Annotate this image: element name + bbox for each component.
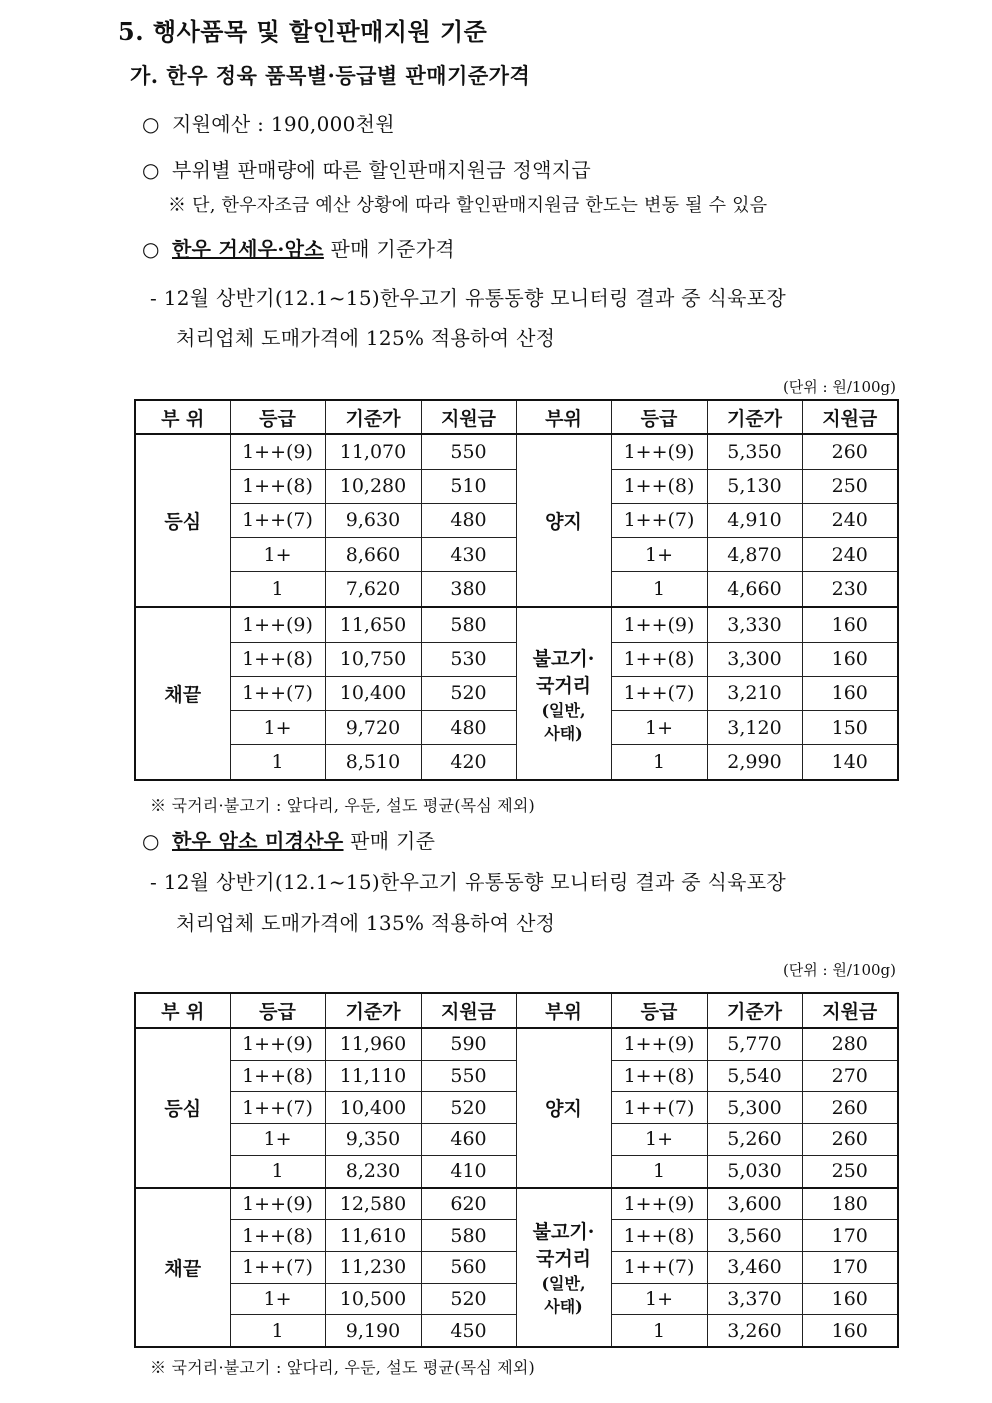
grade-cell: 1 xyxy=(230,1155,325,1187)
price-cell: 2,990 xyxy=(707,745,802,780)
subsidy-cell: 150 xyxy=(802,711,898,745)
grade-cell: 1+ xyxy=(230,538,325,572)
subsidy-cell: 550 xyxy=(421,1060,516,1092)
section1-desc-line1: - 12월 상반기(12.1~15)한우고기 유통동향 모니터링 결과 중 식육포장 xyxy=(150,286,787,310)
header-subsidy: 지원금 xyxy=(421,993,516,1028)
grade-cell: 1+ xyxy=(611,538,707,572)
grade-cell: 1 xyxy=(611,572,707,607)
grade-cell: 1 xyxy=(230,745,325,780)
price-cell: 3,330 xyxy=(707,607,802,642)
subsidy-cell: 280 xyxy=(802,1028,898,1060)
grade-cell: 1++(7) xyxy=(611,1251,707,1283)
price-cell: 3,600 xyxy=(707,1188,802,1220)
header-grade: 등급 xyxy=(611,993,707,1028)
section1-desc-line2: 처리업체 도매가격에 125% 적용하여 산정 xyxy=(176,326,556,350)
subsidy-cell: 620 xyxy=(421,1188,516,1220)
grade-cell: 1 xyxy=(611,1315,707,1347)
subsidy-cell: 260 xyxy=(802,1092,898,1124)
grade-cell: 1++(7) xyxy=(611,503,707,537)
price-cell: 5,300 xyxy=(707,1092,802,1124)
price-cell: 5,030 xyxy=(707,1155,802,1187)
price-cell: 11,650 xyxy=(325,607,421,642)
subsidy-cell: 160 xyxy=(802,1315,898,1347)
grade-cell: 1++(9) xyxy=(611,1188,707,1220)
subsidy-cell: 160 xyxy=(802,1283,898,1315)
price-cell: 11,610 xyxy=(325,1220,421,1252)
table2-group-chaekkeut-bulgogi xyxy=(135,1188,898,1348)
price-cell: 8,510 xyxy=(325,745,421,780)
price-cell: 5,260 xyxy=(707,1124,802,1156)
price-table-1 xyxy=(134,399,899,781)
price-cell: 3,560 xyxy=(707,1220,802,1252)
bulgogi-label-line3: (일반, xyxy=(541,1274,586,1294)
part-deungsim: 등심 xyxy=(135,434,230,607)
grade-cell: 1+ xyxy=(230,1124,325,1156)
price-cell: 3,260 xyxy=(707,1315,802,1347)
circle-bullet-icon: ○ xyxy=(142,829,160,853)
price-cell: 10,750 xyxy=(325,642,421,676)
subsidy-cell: 530 xyxy=(421,642,516,676)
subsidy-cell: 460 xyxy=(421,1124,516,1156)
subsidy-cell: 240 xyxy=(802,538,898,572)
header-part: 부 위 xyxy=(135,993,230,1028)
grade-cell: 1++(8) xyxy=(230,642,325,676)
section1-title-rest: 판매 기준가격 xyxy=(323,237,455,261)
price-cell: 10,400 xyxy=(325,676,421,710)
grade-cell: 1++(7) xyxy=(230,1251,325,1283)
price-cell: 11,110 xyxy=(325,1060,421,1092)
grade-cell: 1+ xyxy=(611,1124,707,1156)
price-cell: 3,210 xyxy=(707,676,802,710)
subsidy-cell: 230 xyxy=(802,572,898,607)
bulgogi-label-line4: 사태) xyxy=(544,1297,583,1317)
grade-cell: 1++(8) xyxy=(611,1220,707,1252)
grade-cell: 1+ xyxy=(611,1283,707,1315)
part-yangji: 양지 xyxy=(516,1028,611,1188)
grade-cell: 1++(8) xyxy=(611,469,707,503)
subsidy-cell: 550 xyxy=(421,434,516,469)
grade-cell: 1+ xyxy=(611,711,707,745)
grade-cell: 1++(7) xyxy=(230,1092,325,1124)
part-chaekkeut: 채끝 xyxy=(135,607,230,780)
table-row xyxy=(135,1188,898,1220)
subsidy-cell: 260 xyxy=(802,1124,898,1156)
header-subsidy: 지원금 xyxy=(802,993,898,1028)
subsidy-cell: 430 xyxy=(421,538,516,572)
grade-cell: 1++(9) xyxy=(230,434,325,469)
grade-cell: 1 xyxy=(230,1315,325,1347)
price-cell: 8,660 xyxy=(325,538,421,572)
header-subsidy: 지원금 xyxy=(421,400,516,434)
header-part: 부위 xyxy=(516,400,611,434)
price-cell: 9,630 xyxy=(325,503,421,537)
grade-cell: 1++(8) xyxy=(611,1060,707,1092)
circle-bullet-icon: ○ xyxy=(142,158,160,182)
subsidy-cell: 420 xyxy=(421,745,516,780)
header-base-price: 기준가 xyxy=(325,400,421,434)
price-cell: 4,910 xyxy=(707,503,802,537)
circle-bullet-icon: ○ xyxy=(142,112,160,136)
subsidy-cell: 510 xyxy=(421,469,516,503)
section-heading: 5. 행사품목 및 할인판매지원 기준 xyxy=(118,17,488,46)
header-part: 부 위 xyxy=(135,400,230,434)
price-table-2 xyxy=(134,992,899,1348)
price-cell: 4,660 xyxy=(707,572,802,607)
price-cell: 3,300 xyxy=(707,642,802,676)
price-cell: 5,770 xyxy=(707,1028,802,1060)
subsidy-cell: 260 xyxy=(802,434,898,469)
header-base-price: 기준가 xyxy=(707,993,802,1028)
part-deungsim: 등심 xyxy=(135,1028,230,1188)
subsidy-cell: 170 xyxy=(802,1220,898,1252)
table1-note: ※ 국거리·불고기 : 앞다리, 우둔, 설도 평균(목심 제외) xyxy=(150,796,535,815)
subsidy-cell: 250 xyxy=(802,1155,898,1187)
table-row xyxy=(135,1028,898,1060)
subsidy-cell: 520 xyxy=(421,676,516,710)
subsidy-cell: 560 xyxy=(421,1251,516,1283)
price-cell: 3,370 xyxy=(707,1283,802,1315)
support-note: ※ 단, 한우자조금 예산 상황에 따라 할인판매지원금 한도는 변동 될 수 있음 xyxy=(168,195,768,216)
price-cell: 9,350 xyxy=(325,1124,421,1156)
unit-label: (단위 : 원/100g) xyxy=(782,378,896,396)
unit-label: (단위 : 원/100g) xyxy=(782,961,896,979)
section1-title-underlined: 한우 거세우·암소 xyxy=(172,237,324,261)
grade-cell: 1 xyxy=(611,1155,707,1187)
subsidy-cell: 520 xyxy=(421,1092,516,1124)
support-item xyxy=(142,154,591,183)
price-cell: 4,870 xyxy=(707,538,802,572)
support-text: 부위별 판매량에 따른 할인판매지원금 정액지급 xyxy=(172,158,592,182)
bulgogi-label-line3: (일반, xyxy=(541,700,586,720)
section2-title xyxy=(142,825,435,854)
grade-cell: 1++(7) xyxy=(230,503,325,537)
bulgogi-label-line4: 사태) xyxy=(544,723,583,743)
grade-cell: 1+ xyxy=(230,1283,325,1315)
table2-note: ※ 국거리·불고기 : 앞다리, 우둔, 설도 평균(목심 제외) xyxy=(150,1358,535,1377)
section2-desc-line2: 처리업체 도매가격에 135% 적용하여 산정 xyxy=(176,911,556,935)
subsidy-cell: 480 xyxy=(421,711,516,745)
subsidy-cell: 160 xyxy=(802,607,898,642)
price-cell: 3,120 xyxy=(707,711,802,745)
section1-title xyxy=(142,233,455,262)
grade-cell: 1++(9) xyxy=(611,607,707,642)
header-grade: 등급 xyxy=(611,400,707,434)
bulgogi-label-line1: 불고기· xyxy=(532,1221,595,1244)
price-cell: 11,960 xyxy=(325,1028,421,1060)
grade-cell: 1++(8) xyxy=(230,1060,325,1092)
circle-bullet-icon: ○ xyxy=(142,237,160,261)
part-bulgogi-gukgeori xyxy=(516,607,611,780)
part-yangji: 양지 xyxy=(516,434,611,607)
subsidy-cell: 160 xyxy=(802,642,898,676)
subsidy-cell: 590 xyxy=(421,1028,516,1060)
price-cell: 12,580 xyxy=(325,1188,421,1220)
grade-cell: 1++(9) xyxy=(230,1188,325,1220)
part-chaekkeut: 채끝 xyxy=(135,1188,230,1348)
subsidy-cell: 170 xyxy=(802,1251,898,1283)
header-part: 부위 xyxy=(516,993,611,1028)
price-cell: 9,720 xyxy=(325,711,421,745)
price-cell: 7,620 xyxy=(325,572,421,607)
table-row xyxy=(135,607,898,642)
part-bulgogi-gukgeori xyxy=(516,1188,611,1348)
header-grade: 등급 xyxy=(230,400,325,434)
grade-cell: 1+ xyxy=(230,711,325,745)
subsidy-cell: 410 xyxy=(421,1155,516,1187)
grade-cell: 1++(7) xyxy=(230,676,325,710)
table-header-row xyxy=(135,993,898,1028)
grade-cell: 1++(7) xyxy=(611,1092,707,1124)
budget-text: 지원예산 : 190,000천원 xyxy=(172,112,395,136)
table2-group-deungsim-yangji xyxy=(135,1028,898,1188)
grade-cell: 1++(8) xyxy=(611,642,707,676)
grade-cell: 1 xyxy=(611,745,707,780)
subsidy-cell: 380 xyxy=(421,572,516,607)
header-subsidy: 지원금 xyxy=(802,400,898,434)
section2-title-underlined: 한우 암소 미경산우 xyxy=(172,829,344,853)
subsidy-cell: 450 xyxy=(421,1315,516,1347)
table1-group-deungsim-yangji xyxy=(135,434,898,607)
subsidy-cell: 580 xyxy=(421,1220,516,1252)
price-cell: 9,190 xyxy=(325,1315,421,1347)
grade-cell: 1++(8) xyxy=(230,1220,325,1252)
subsidy-cell: 580 xyxy=(421,607,516,642)
subsidy-cell: 160 xyxy=(802,676,898,710)
header-grade: 등급 xyxy=(230,993,325,1028)
bulgogi-label-line2: 국거리 xyxy=(535,674,592,697)
bulgogi-label-line2: 국거리 xyxy=(535,1248,592,1271)
grade-cell: 1++(7) xyxy=(611,676,707,710)
subsidy-cell: 480 xyxy=(421,503,516,537)
grade-cell: 1 xyxy=(230,572,325,607)
subsection-heading: 가. 한우 정육 품목별·등급별 판매기준가격 xyxy=(130,63,531,88)
price-cell: 10,500 xyxy=(325,1283,421,1315)
price-cell: 5,540 xyxy=(707,1060,802,1092)
price-cell: 8,230 xyxy=(325,1155,421,1187)
table-row xyxy=(135,434,898,469)
price-cell: 5,130 xyxy=(707,469,802,503)
grade-cell: 1++(8) xyxy=(230,469,325,503)
grade-cell: 1++(9) xyxy=(230,1028,325,1060)
subsidy-cell: 520 xyxy=(421,1283,516,1315)
bulgogi-label-line1: 불고기· xyxy=(532,647,595,670)
section2-title-rest: 판매 기준 xyxy=(343,829,436,853)
price-cell: 5,350 xyxy=(707,434,802,469)
grade-cell: 1++(9) xyxy=(611,1028,707,1060)
table1-group-chaekkeut-bulgogi xyxy=(135,607,898,780)
price-cell: 11,070 xyxy=(325,434,421,469)
subsidy-cell: 250 xyxy=(802,469,898,503)
subsidy-cell: 140 xyxy=(802,745,898,780)
price-cell: 3,460 xyxy=(707,1251,802,1283)
table-header-row xyxy=(135,400,898,434)
price-cell: 11,230 xyxy=(325,1251,421,1283)
grade-cell: 1++(9) xyxy=(611,434,707,469)
subsidy-cell: 240 xyxy=(802,503,898,537)
grade-cell: 1++(9) xyxy=(230,607,325,642)
header-base-price: 기준가 xyxy=(707,400,802,434)
subsidy-cell: 270 xyxy=(802,1060,898,1092)
price-cell: 10,280 xyxy=(325,469,421,503)
price-cell: 10,400 xyxy=(325,1092,421,1124)
section2-desc-line1: - 12월 상반기(12.1~15)한우고기 유통동향 모니터링 결과 중 식육포장 xyxy=(150,870,787,894)
header-base-price: 기준가 xyxy=(325,993,421,1028)
budget-item xyxy=(142,108,395,137)
subsidy-cell: 180 xyxy=(802,1188,898,1220)
